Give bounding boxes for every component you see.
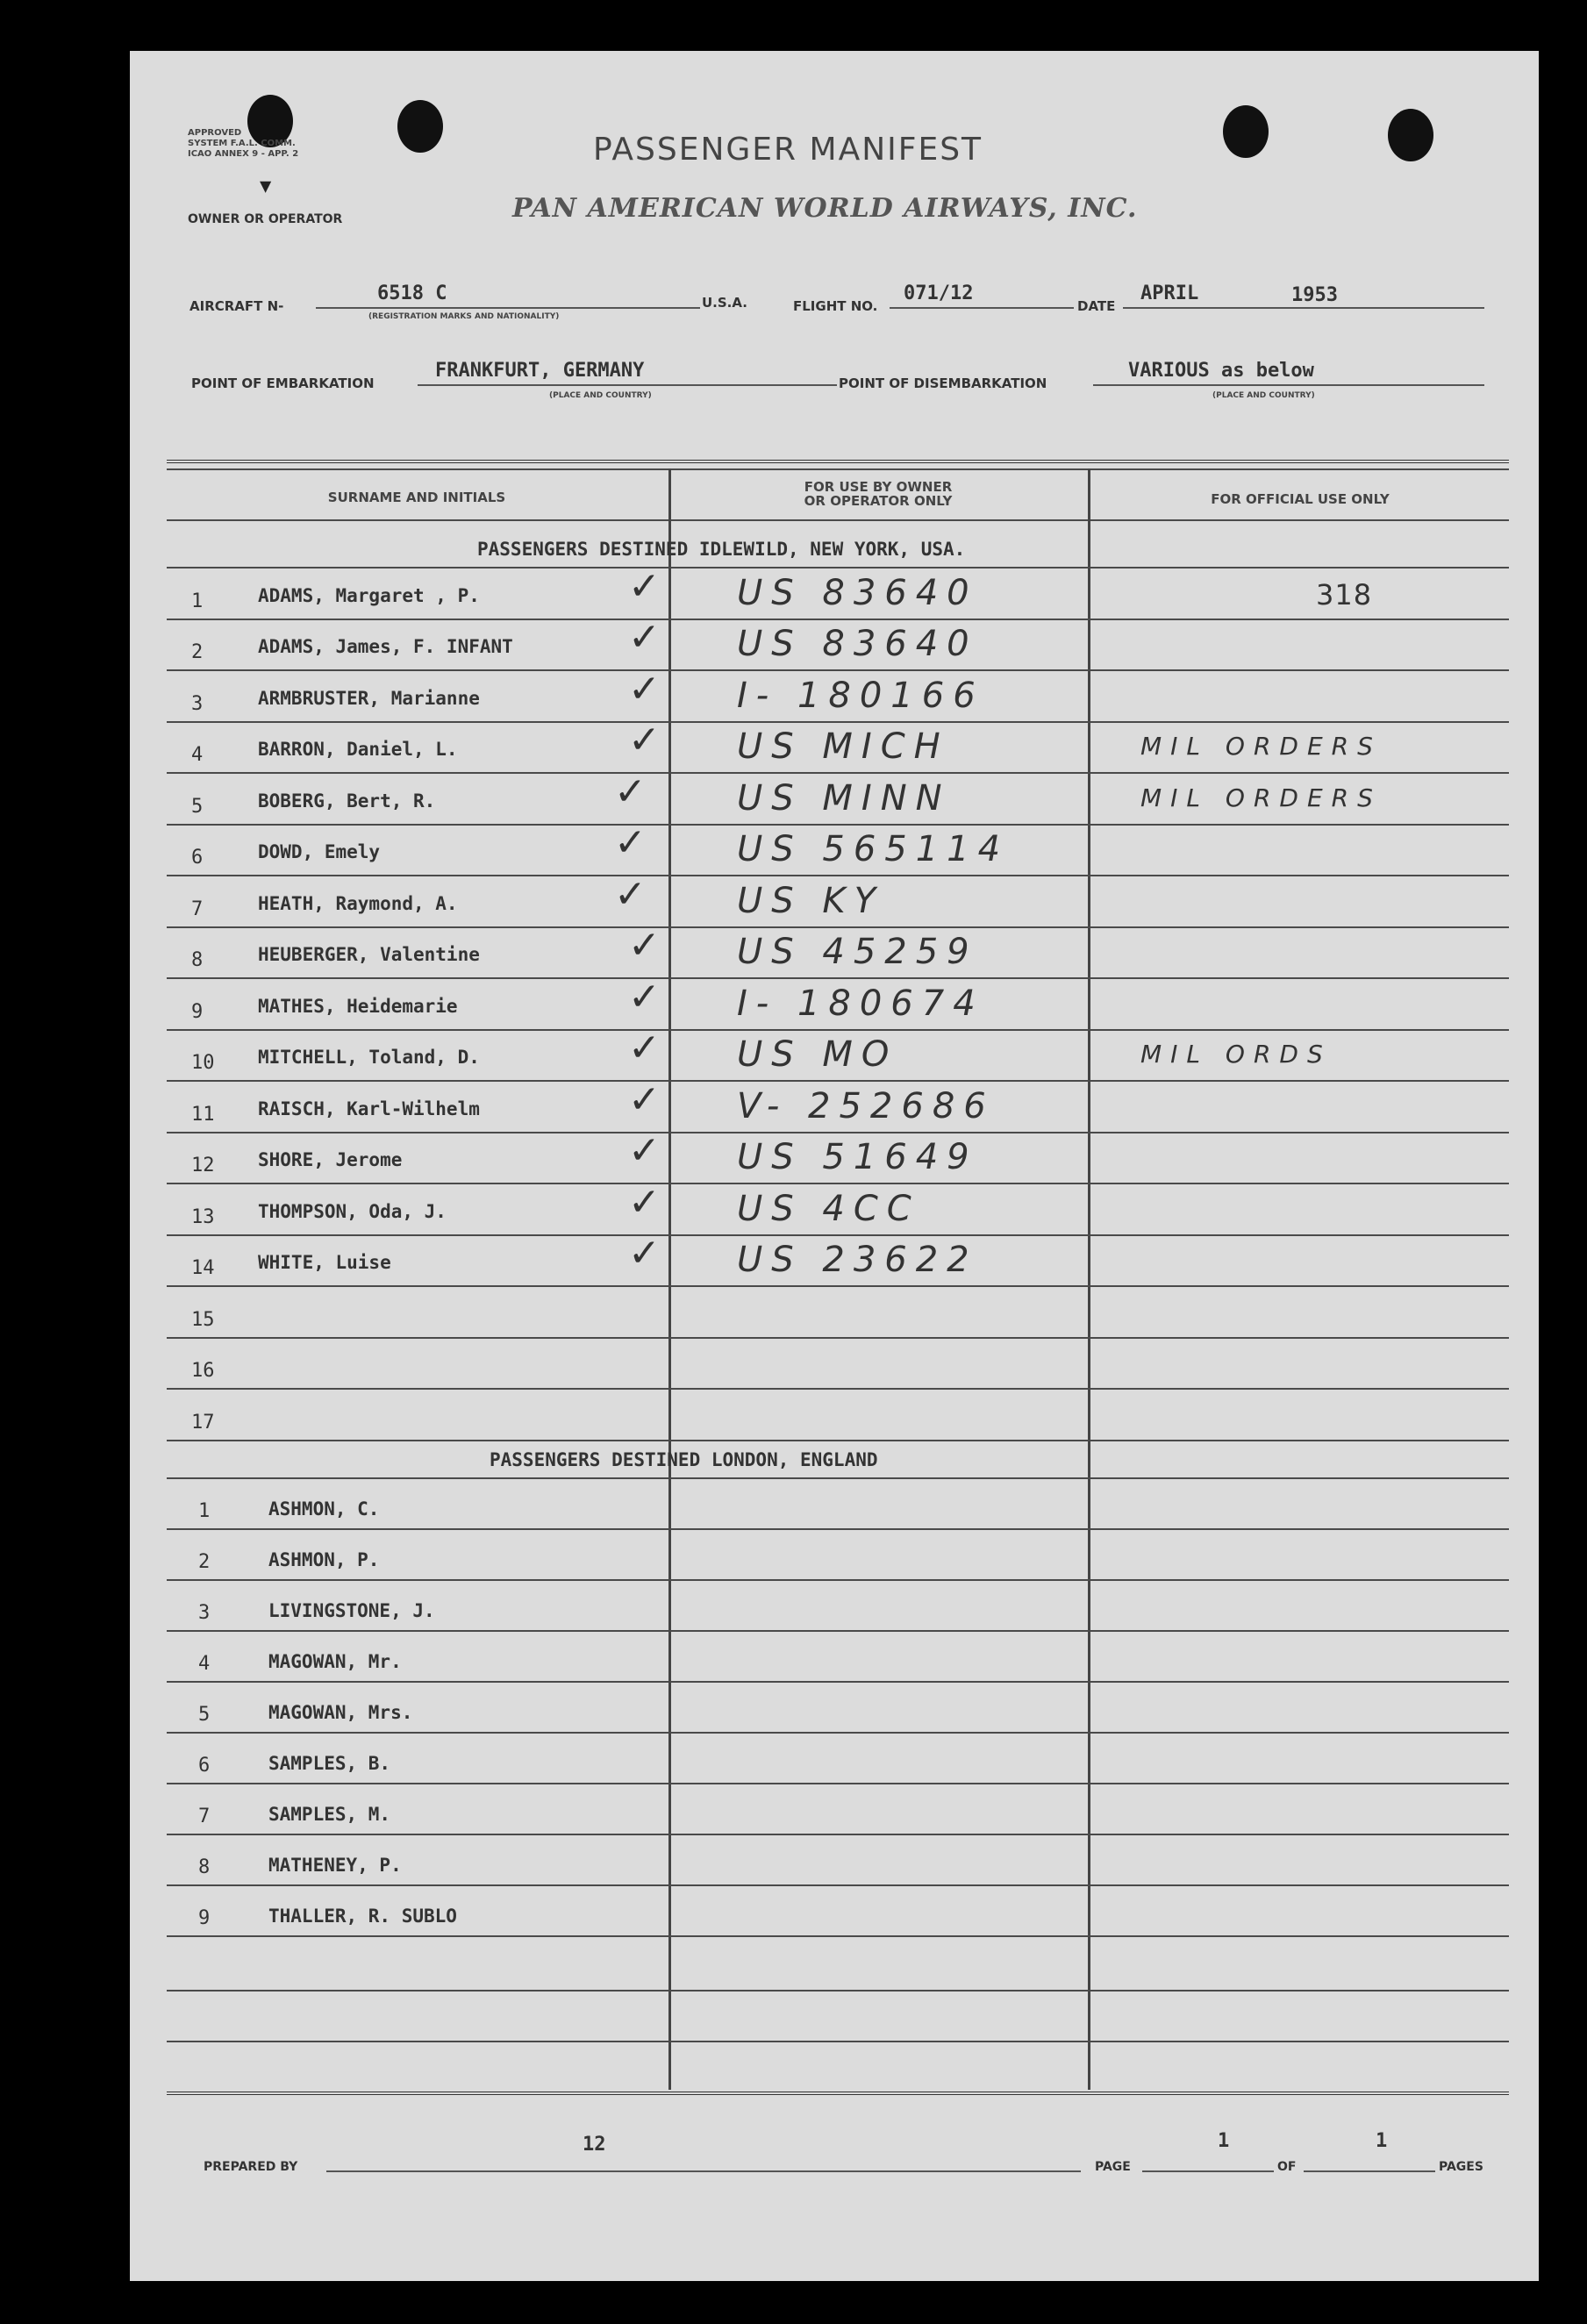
check-mark: ✓ [628,923,661,968]
flight-label: FLIGHT NO. [793,298,878,314]
check-mark: ✓ [628,718,661,762]
passenger-name: MITCHELL, Toland, D. [258,1047,480,1068]
passenger-name: ADAMS, Margaret , P. [258,584,480,606]
row-number: 17 [191,1411,215,1434]
date-year: 1953 [1291,284,1338,306]
of-value: 1 [1376,2130,1388,2152]
prepared-value: 12 [583,2134,606,2156]
row-number: 9 [198,1907,211,1929]
aircraft-label: AIRCRAFT N- [189,298,284,314]
row-number: 4 [198,1653,211,1675]
passenger-name: BOBERG, Bert, R. [258,790,436,812]
registration-caption: (REGISTRATION MARKS AND NATIONALITY) [368,312,560,321]
official-note: 318 [1316,577,1373,611]
passenger-name: MATHES, Heidemarie [258,995,458,1017]
punch-hole [1388,109,1433,161]
row-number: 13 [191,1205,215,1228]
row-number: 2 [198,1551,211,1573]
row-number: 5 [191,795,204,818]
section-heading-new-york: PASSENGERS DESTINED IDLEWILD, NEW YORK, USA. [477,539,966,560]
row-number: 4 [191,744,204,766]
document-number: US MICH [737,726,949,767]
embark-label: POINT OF EMBARKATION [191,375,375,391]
passenger-name: THALLER, R. SUBLO [268,1906,457,1927]
passenger-name: ADAMS, James, F. INFANT [258,636,513,657]
embark-value: FRANKFURT, GERMANY [435,360,645,382]
check-mark: ✓ [628,1179,661,1225]
check-mark: ✓ [628,1128,661,1173]
approval-line: ICAO ANNEX 9 - APP. 2 [188,149,299,159]
punch-hole [397,100,443,153]
document-number: V- 252686 [737,1085,995,1126]
check-mark: ✓ [614,820,647,865]
place-caption: (PLACE AND COUNTRY) [549,391,652,400]
place-caption: (PLACE AND COUNTRY) [1212,391,1315,400]
column-header-official: FOR OFFICIAL USE ONLY [1211,491,1390,507]
pages-label: PAGES [1439,2160,1483,2174]
column-header-surname: SURNAME AND INITIALS [327,490,506,505]
row-number: 2 [191,641,204,663]
row-number: 6 [191,847,204,869]
row-number: 5 [198,1704,211,1726]
passenger-name: ASHMON, P. [268,1549,380,1570]
document-number: US 4CC [737,1188,920,1229]
document-number: I- 180166 [737,675,984,716]
passenger-name: MAGOWAN, Mr. [268,1651,402,1672]
row-number: 11 [191,1103,215,1126]
disembark-label: POINT OF DISEMBARKATION [839,375,1047,391]
official-note: MIL ORDERS [1140,783,1382,812]
passenger-name: SAMPLES, M. [268,1804,391,1825]
date-label: DATE [1077,298,1116,314]
flight-value: 071/12 [904,282,974,304]
column-header-owner: OR OPERATOR ONLY [804,493,953,509]
passenger-name: HEUBERGER, Valentine [258,944,480,965]
check-mark: ✓ [628,1076,661,1122]
page-value: 1 [1218,2130,1230,2152]
document-number: US 83640 [737,572,978,613]
row-number: 7 [191,897,204,920]
check-mark: ✓ [628,615,661,660]
document-number: US 51649 [737,1137,978,1177]
row-number: 6 [198,1755,211,1777]
row-number: 9 [191,1000,204,1023]
page-label: PAGE [1095,2160,1131,2174]
row-number: 1 [191,590,204,612]
row-number: 10 [191,1052,215,1074]
passenger-name: ASHMON, C. [268,1498,380,1520]
check-mark: ✓ [628,666,661,712]
usa-label: U.S.A. [702,295,747,311]
aircraft-value: 6518 C [377,282,447,304]
passenger-name: THOMPSON, Oda, J. [258,1200,447,1222]
row-number: 15 [191,1308,215,1331]
passenger-name: WHITE, Luise [258,1252,391,1273]
row-number: 1 [198,1500,211,1522]
official-note: MIL ORDS [1140,1040,1332,1069]
passenger-name: SAMPLES, B. [268,1753,391,1774]
check-mark: ✓ [614,769,647,814]
row-number: 3 [191,692,204,715]
row-number: 12 [191,1155,215,1176]
document-number: US 83640 [737,624,978,664]
passenger-name: LIVINGSTONE, J. [268,1600,435,1621]
date-month: APRIL [1140,282,1199,304]
arrow-down-icon: ▼ [260,175,272,197]
official-note: MIL ORDERS [1140,732,1382,761]
approval-line: APPROVED [188,128,242,138]
of-label: OF [1277,2160,1297,2174]
passenger-name: MAGOWAN, Mrs. [268,1702,413,1723]
document-number: US 23622 [737,1240,978,1280]
check-mark: ✓ [628,563,661,609]
passenger-name: MATHENEY, P. [268,1855,402,1876]
check-mark: ✓ [628,1026,661,1070]
document-number: US 565114 [737,829,1010,869]
check-mark: ✓ [614,871,647,917]
passenger-name: RAISCH, Karl-Wilhelm [258,1098,480,1119]
disembark-value: VARIOUS as below [1128,360,1314,382]
section-heading-london: PASSENGERS DESTINED LONDON, ENGLAND [490,1449,878,1470]
document-number: US 45259 [737,932,978,972]
document-number: I- 180674 [737,983,984,1024]
passenger-name: DOWD, Emely [258,841,381,862]
row-number: 14 [191,1257,215,1279]
row-number: 7 [198,1806,211,1827]
passenger-name: HEATH, Raymond, A. [258,892,458,914]
document-number: US MO [737,1034,898,1075]
column-header-owner: FOR USE BY OWNER [804,479,953,495]
row-number: 3 [198,1602,211,1624]
approval-line: SYSTEM F.A.L. COMM. [188,139,296,148]
check-mark: ✓ [628,974,661,1019]
page-title: PASSENGER MANIFEST [593,132,983,168]
passenger-name: ARMBRUSTER, Marianne [258,687,480,709]
row-number: 8 [191,949,204,971]
owner-label: OWNER OR OPERATOR [188,212,343,226]
passenger-name: SHORE, Jerome [258,1149,403,1170]
document-number: US KY [737,880,885,921]
passenger-name: BARRON, Daniel, L. [258,739,458,760]
document-number: US MINN [737,777,951,819]
row-number: 16 [191,1360,215,1382]
airline-name: PAN AMERICAN WORLD AIRWAYS, INC. [512,193,1138,224]
punch-hole [1223,105,1269,158]
prepared-label: PREPARED BY [204,2160,298,2174]
check-mark: ✓ [628,1231,661,1276]
row-number: 8 [198,1856,211,1878]
